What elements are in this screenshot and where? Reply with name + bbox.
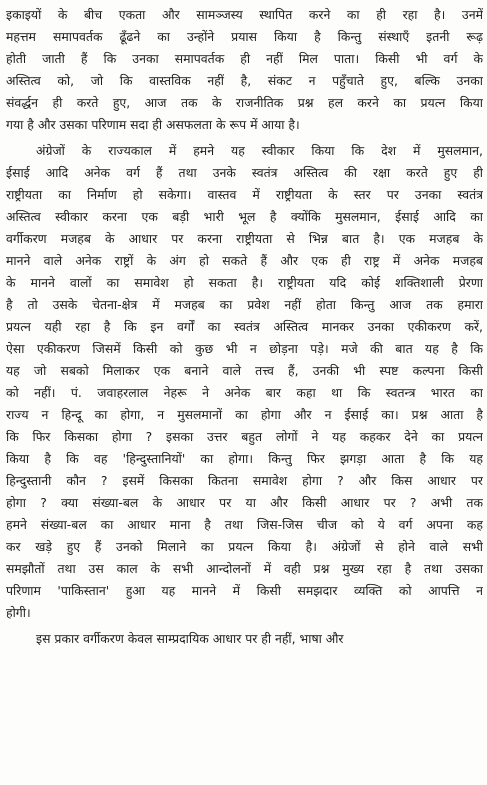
text-line: वर्गीकरण मजहब के आधार पर करना राष्ट्रीयता से भिन्न बात है। एक मजहब के xyxy=(6,231,483,246)
text-line: इस प्रकार वर्गीकरण केवल साम्प्रदायिक आधार पर ही नहीं, भाषा और xyxy=(36,631,344,646)
text-line: होगी। xyxy=(6,605,31,620)
text-line: किया है कि वह 'हिन्दुस्तानियों' का होगा। किन्तु फिर झगड़ा आता है कि यह xyxy=(6,451,483,466)
text-line: परिणाम 'पाकिस्तान' हुआ यह मानने में किसी समझदार व्यक्ति को आपत्ति न xyxy=(6,583,483,598)
text-line: कर खड़े हुए हैं उनको मिलाने का प्रयत्न किया है। अंग्रेजों से होने वाले सभी xyxy=(6,539,483,554)
text-line: प्रयत्न यही रहा है कि इन वर्गों का स्वतंत्र अस्तित्व मानकर उनका एकीकरण करें, xyxy=(6,319,483,334)
text-line: राष्ट्रीयता का निर्माण हो सकेगा। वास्तव में राष्ट्रीयता के स्तर पर उनका स्वतंत्र xyxy=(6,187,483,202)
text-line: ईसाई आदि अनेक वर्ग हैं तथा उनके स्वतंत्र अस्तित्व की रक्षा करते हुए ही xyxy=(6,165,483,180)
paragraph-1 xyxy=(6,4,483,136)
text-line: यह जो सबको मिलाकर एक बनाने वाले तत्त्व हैं, उनकी भी स्पष्ट कल्पना किसी xyxy=(6,363,483,378)
text-line: को नहीं। पं. जवाहरलाल नेहरू ने अनेक बार कहा था कि स्वतन्त्र भारत का xyxy=(6,385,483,400)
text-line: संवर्द्धन ही करते हुए, आज तक के राजनीतिक प्रश्न हल करने का प्रयत्न किया xyxy=(6,95,483,110)
text-line: अंग्रेजों के राज्यकाल में हमने यह स्वीकार किया कि देश में मुसलमान, xyxy=(36,143,483,158)
text-line: होगा ? क्या संख्या-बल के आधार पर या और किसी आधार पर ? अभी तक xyxy=(6,495,483,510)
text-line: ऐसा एकीकरण जिसमें किसी को कुछ भी न छोड़ना पड़े। मजे की बात यह है कि xyxy=(6,341,483,356)
text-line: अस्तित्व स्वीकार करना एक बड़ी भारी भूल है क्योंकि मुसलमान, ईसाई आदि का xyxy=(6,209,483,224)
text-line: मानने वाले अनेक राष्ट्रों के अंग हो सकते हैं और एक ही राष्ट्र में अनेक मजहब xyxy=(6,253,483,268)
text-line: महत्तम समापवर्तक ढूँढने का उन्होंने प्रयास किया है किन्तु संस्थाएँ इतनी रूढ़ xyxy=(6,29,483,44)
text-line: समझौतों तथा उस काल के सभी आन्दोलनों में वही प्रश्न मुख्य रहा है तथा उसका xyxy=(6,561,483,576)
text-line: हमने संख्या-बल का आधार माना है तथा जिस-जिस चीज को ये वर्ग अपना कह xyxy=(6,517,483,532)
text-line: इकाइयों के बीच एकता और सामञ्जस्य स्थापित करने का ही रहा है। उनमें xyxy=(6,7,483,22)
text-line: गया है और उसका परिणाम सदा ही असफलता के रूप में आया है। xyxy=(6,117,300,132)
text-line: कि फिर किसका होगा ? इसका उत्तर बहुत लोगों ने यह कहकर देने का प्रयत्न xyxy=(6,429,483,444)
text-line: राज्य न हिन्दू का होगा, न मुसलमानों का होगा और न ईसाई का। प्रश्न आता है xyxy=(6,407,483,422)
text-line: है तो उसके चेतना-क्षेत्र में मजहब का प्रवेश नहीं होता किन्तु आज तक हमारा xyxy=(6,297,483,312)
text-line: हिन्दुस्तानी कौन ? इसमें किसका कितना समावेश होगा ? और किस आधार पर xyxy=(6,473,483,488)
page-text xyxy=(6,4,483,650)
paragraph-3 xyxy=(6,628,483,650)
text-line: के मानने वालों का समावेश हो सकता है। राष्ट्रीयता यदि कोई शक्तिशाली प्रेरणा xyxy=(6,275,483,290)
text-line: होती जाती हैं कि उनका समापवर्तक ही नहीं मिल पाता। किसी भी वर्ग के xyxy=(6,51,483,66)
text-line: अस्तित्व को, जो कि वास्तविक नहीं है, संकट न पहुँचाते हुए, बल्कि उनका xyxy=(6,73,483,88)
paragraph-2 xyxy=(6,140,483,624)
